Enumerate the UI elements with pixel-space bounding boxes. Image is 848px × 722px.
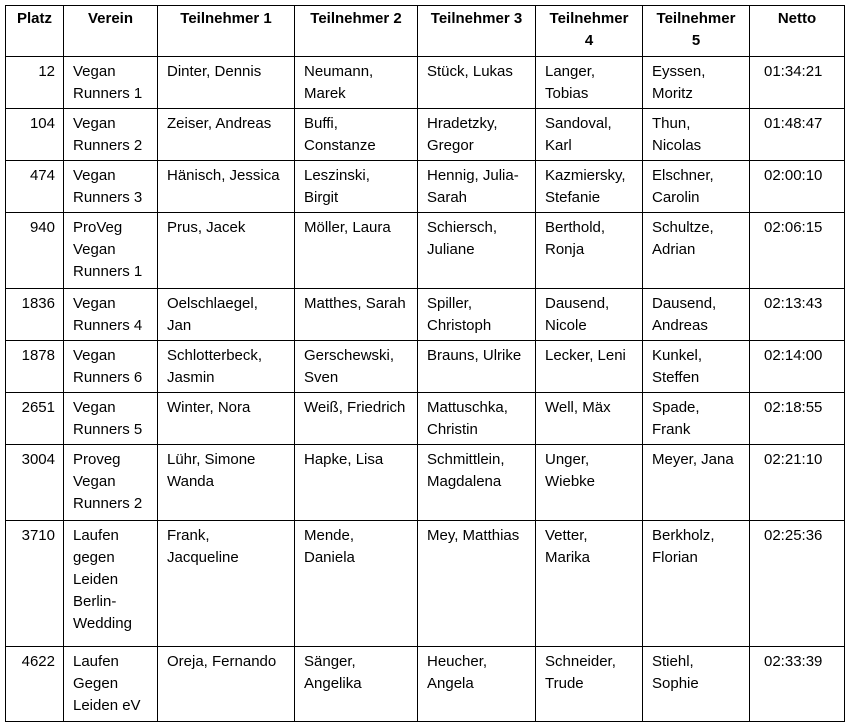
table-row [6,57,845,109]
cell-verein: Laufen Gegen Leiden eV [64,647,158,722]
cell-teilnehmer-3: Mattuschka, Christin [418,393,536,445]
table-row [6,109,845,161]
cell-platz: 2651 [6,393,64,445]
cell-teilnehmer-3: Brauns, Ulrike [418,341,536,393]
cell-teilnehmer-3: Schiersch, Juliane [418,213,536,289]
results-table [5,5,845,722]
cell-platz: 4622 [6,647,64,722]
table-row [6,521,845,647]
cell-teilnehmer-5: Kunkel, Steffen [643,341,750,393]
cell-teilnehmer-3: Hradetzky, Gregor [418,109,536,161]
header-verein: Verein [64,6,158,57]
cell-teilnehmer-1: Oreja, Fernando [158,647,295,722]
cell-platz: 3710 [6,521,64,647]
cell-netto: 01:34:21 [750,57,845,109]
cell-verein: Vegan Runners 3 [64,161,158,213]
cell-teilnehmer-5: Stiehl, Sophie [643,647,750,722]
table-row [6,341,845,393]
cell-platz: 104 [6,109,64,161]
table-row [6,213,845,289]
cell-netto: 02:00:10 [750,161,845,213]
cell-teilnehmer-1: Winter, Nora [158,393,295,445]
table-row [6,647,845,722]
cell-teilnehmer-5: Schultze, Adrian [643,213,750,289]
cell-teilnehmer-3: Mey, Matthias [418,521,536,647]
cell-teilnehmer-3: Schmittlein, Magdalena [418,445,536,521]
cell-platz: 1836 [6,289,64,341]
cell-netto: 02:18:55 [750,393,845,445]
cell-teilnehmer-2: Buffi, Constanze [295,109,418,161]
cell-teilnehmer-4: Kazmiersky, Stefanie [536,161,643,213]
cell-teilnehmer-4: Lecker, Leni [536,341,643,393]
cell-verein: Vegan Runners 2 [64,109,158,161]
cell-teilnehmer-5: Thun, Nicolas [643,109,750,161]
cell-netto: 02:06:15 [750,213,845,289]
cell-teilnehmer-1: Zeiser, Andreas [158,109,295,161]
header-teilnehmer-3: Teilnehmer 3 [418,6,536,57]
cell-teilnehmer-4: Schneider, Trude [536,647,643,722]
cell-teilnehmer-5: Dausend, Andreas [643,289,750,341]
cell-verein: Vegan Runners 4 [64,289,158,341]
cell-teilnehmer-2: Hapke, Lisa [295,445,418,521]
header-teilnehmer-1: Teilnehmer 1 [158,6,295,57]
cell-teilnehmer-4: Sandoval, Karl [536,109,643,161]
cell-teilnehmer-3: Spiller, Christoph [418,289,536,341]
cell-teilnehmer-1: Hänisch, Jessica [158,161,295,213]
cell-verein: ProVeg Vegan Runners 1 [64,213,158,289]
cell-verein: Vegan Runners 5 [64,393,158,445]
cell-teilnehmer-1: Prus, Jacek [158,213,295,289]
cell-platz: 1878 [6,341,64,393]
cell-teilnehmer-3: Stück, Lukas [418,57,536,109]
table-row [6,161,845,213]
cell-teilnehmer-5: Eyssen, Moritz [643,57,750,109]
cell-netto: 01:48:47 [750,109,845,161]
cell-netto: 02:21:10 [750,445,845,521]
header-teilnehmer-4: Teilnehmer 4 [536,6,643,57]
cell-teilnehmer-5: Spade, Frank [643,393,750,445]
cell-netto: 02:13:43 [750,289,845,341]
cell-teilnehmer-2: Sänger, Angelika [295,647,418,722]
cell-teilnehmer-1: Schlotterbeck, Jasmin [158,341,295,393]
cell-teilnehmer-4: Unger, Wiebke [536,445,643,521]
cell-teilnehmer-5: Elschner, Carolin [643,161,750,213]
cell-teilnehmer-4: Vetter, Marika [536,521,643,647]
cell-teilnehmer-1: Oelschlaegel, Jan [158,289,295,341]
header-teilnehmer-2: Teilnehmer 2 [295,6,418,57]
cell-teilnehmer-2: Gerschewski, Sven [295,341,418,393]
table-row [6,393,845,445]
header-netto: Netto [750,6,845,57]
cell-teilnehmer-3: Heucher, Angela [418,647,536,722]
cell-netto: 02:25:36 [750,521,845,647]
cell-teilnehmer-2: Leszinski, Birgit [295,161,418,213]
cell-teilnehmer-1: Lühr, Simone Wanda [158,445,295,521]
cell-teilnehmer-2: Mende, Daniela [295,521,418,647]
cell-platz: 3004 [6,445,64,521]
cell-teilnehmer-4: Well, Mäx [536,393,643,445]
cell-verein: Vegan Runners 1 [64,57,158,109]
header-row [6,6,845,57]
cell-teilnehmer-3: Hennig, Julia-Sarah [418,161,536,213]
header-teilnehmer-5: Teilnehmer 5 [643,6,750,57]
cell-netto: 02:14:00 [750,341,845,393]
table-row [6,289,845,341]
cell-verein: Laufen gegen Leiden Berlin-Wedding [64,521,158,647]
cell-teilnehmer-4: Dausend, Nicole [536,289,643,341]
cell-platz: 474 [6,161,64,213]
cell-teilnehmer-1: Dinter, Dennis [158,57,295,109]
cell-teilnehmer-2: Neumann, Marek [295,57,418,109]
cell-teilnehmer-2: Matthes, Sarah [295,289,418,341]
cell-teilnehmer-5: Meyer, Jana [643,445,750,521]
cell-platz: 12 [6,57,64,109]
cell-teilnehmer-4: Langer, Tobias [536,57,643,109]
cell-teilnehmer-4: Berthold, Ronja [536,213,643,289]
cell-netto: 02:33:39 [750,647,845,722]
cell-platz: 940 [6,213,64,289]
header-platz: Platz [6,6,64,57]
cell-verein: Proveg Vegan Runners 2 [64,445,158,521]
table-row [6,445,845,521]
cell-teilnehmer-5: Berkholz, Florian [643,521,750,647]
cell-teilnehmer-2: Möller, Laura [295,213,418,289]
cell-teilnehmer-2: Weiß, Friedrich [295,393,418,445]
cell-teilnehmer-1: Frank, Jacqueline [158,521,295,647]
cell-verein: Vegan Runners 6 [64,341,158,393]
